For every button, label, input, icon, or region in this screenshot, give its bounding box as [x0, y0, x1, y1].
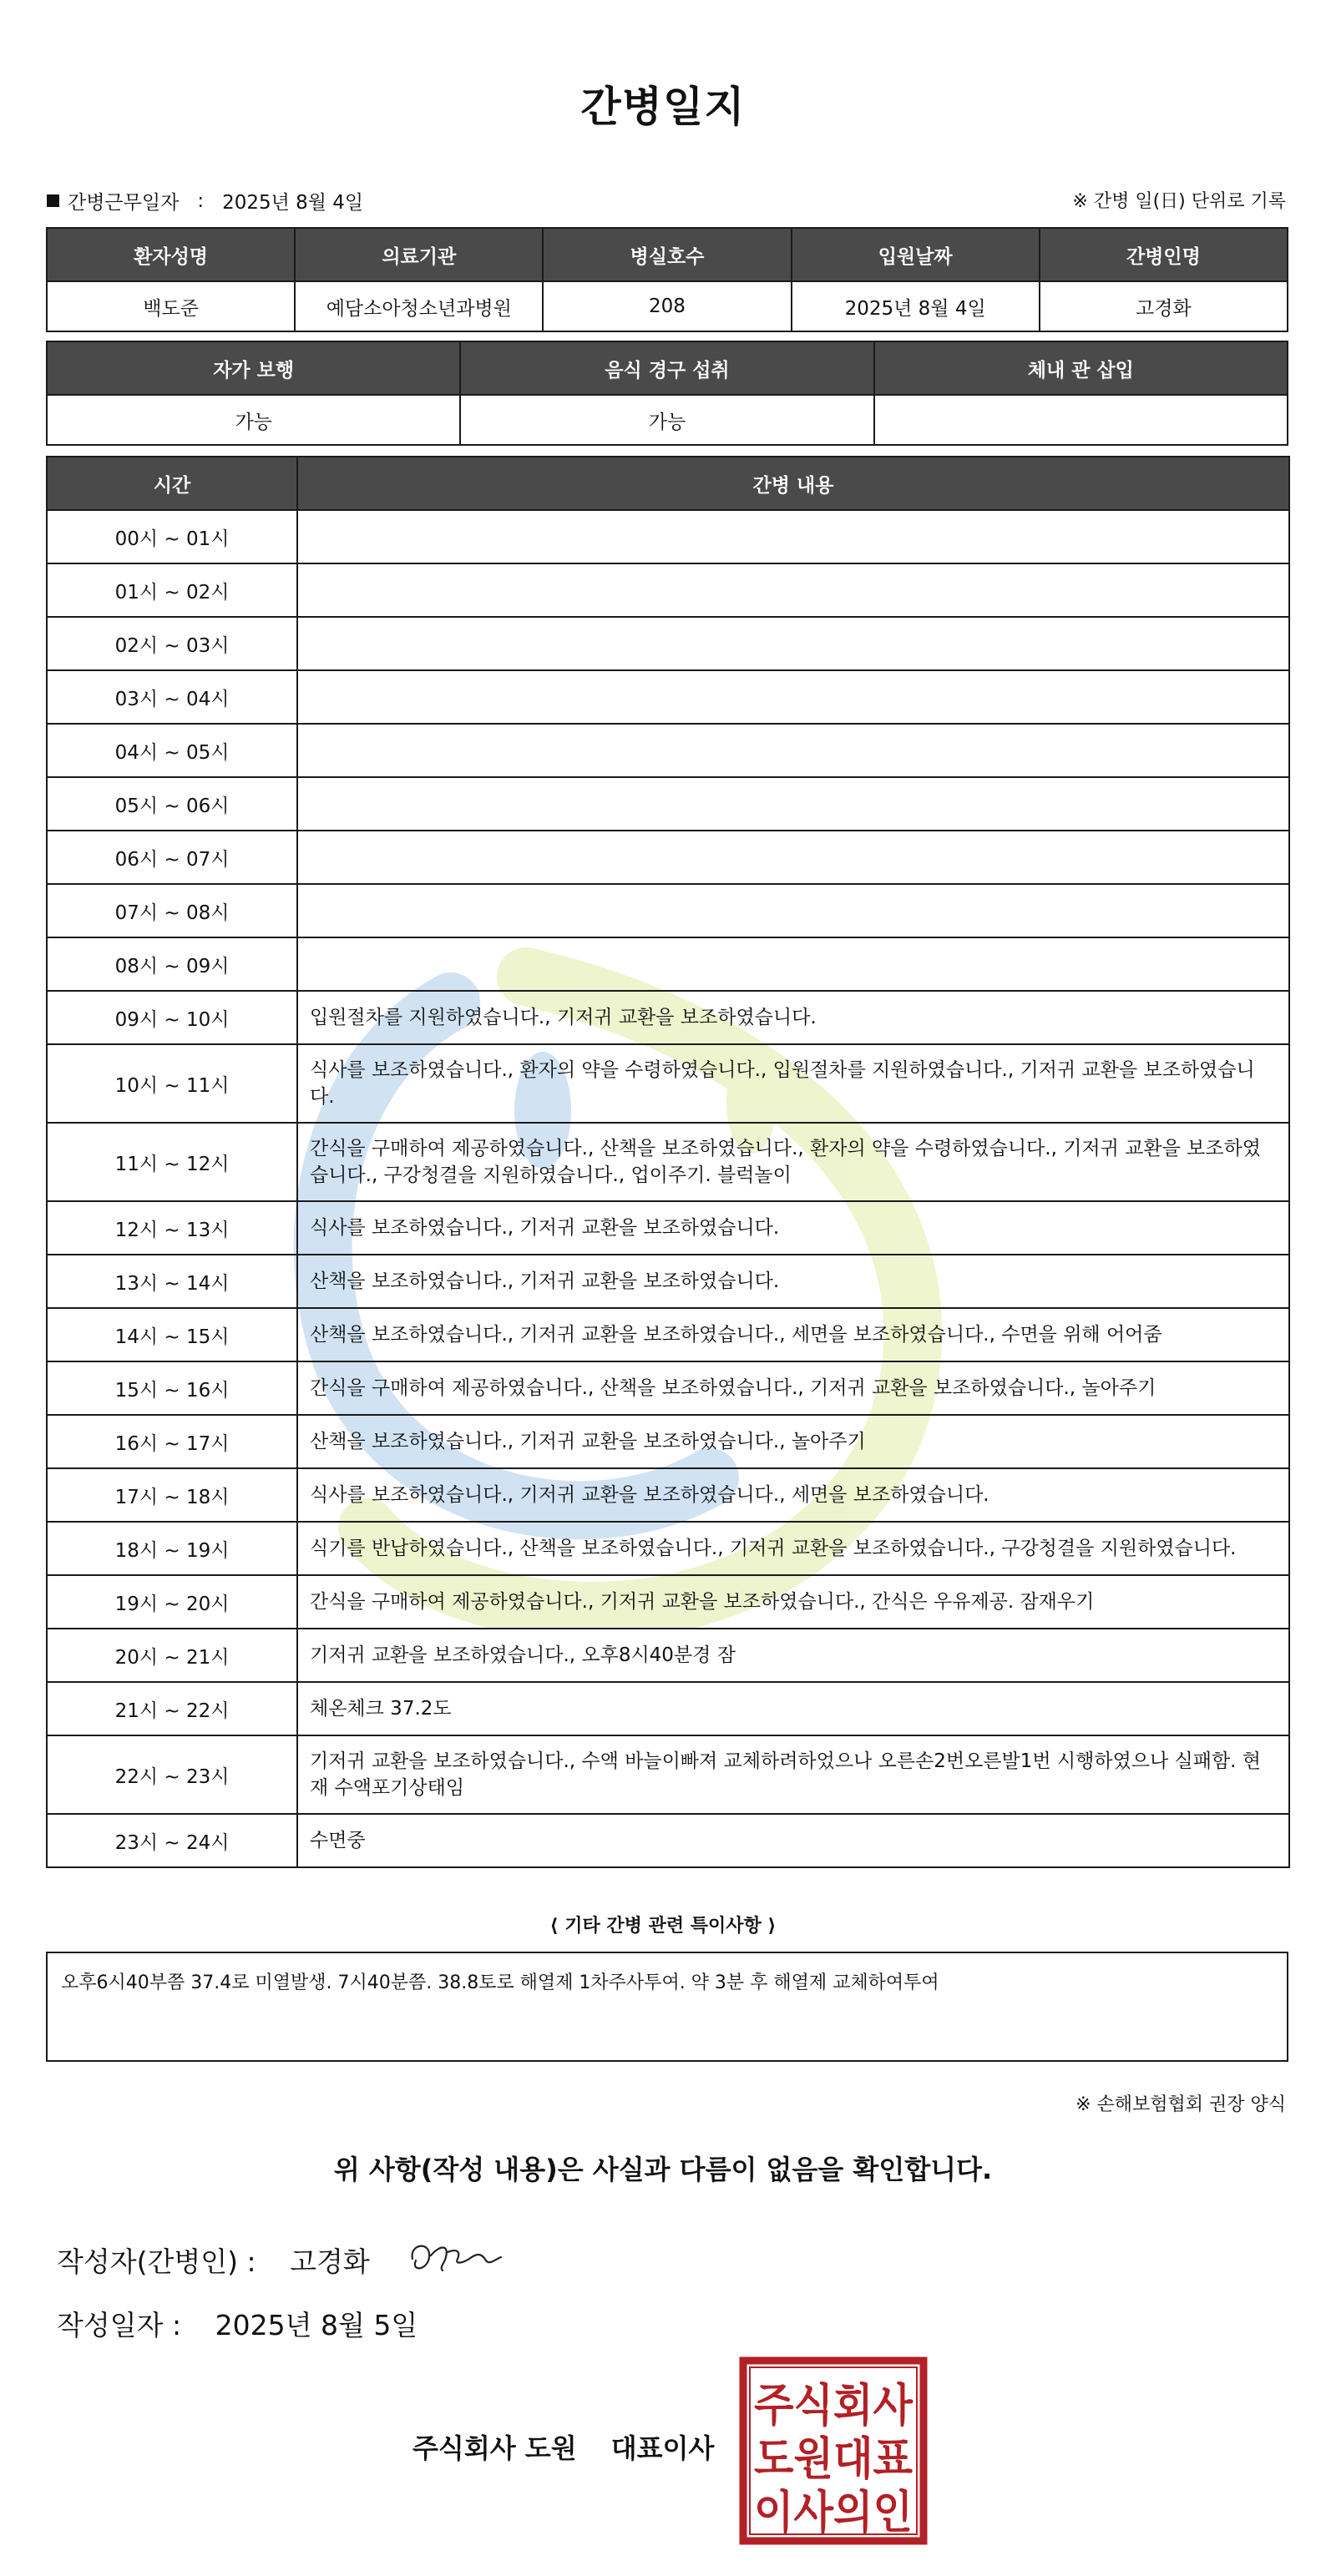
log-row — [47, 724, 1289, 777]
written-date-line — [57, 2304, 418, 2343]
log-time-cell: 09시 ~ 10시 — [47, 991, 297, 1044]
work-date-line — [47, 187, 363, 215]
log-row — [47, 1255, 1289, 1308]
patient-name-value: 백도준 — [47, 281, 295, 331]
confirmation-statement: 위 사항(작성 내용)은 사실과 다름이 없음을 확인합니다. — [333, 2154, 993, 2185]
log-row — [47, 510, 1289, 563]
log-content-cell: 입원절차를 지원하였습니다., 기저귀 교환을 보조하였습니다. — [297, 991, 1289, 1044]
association-note: ※ 손해보험협회 권장 양식 — [1075, 2094, 1286, 2115]
log-content-cell: 식기를 반납하였습니다., 산책을 보조하였습니다., 기저귀 교환을 보조하였습니다., 구강청결을 지원하였습니다. — [297, 1522, 1289, 1575]
log-content-cell: 식사를 보조하였습니다., 환자의 약을 수령하였습니다., 입원절차를 지원하였습니다., 기저귀 교환을 보조하였습니다. — [297, 1044, 1289, 1123]
log-content-cell — [297, 510, 1289, 563]
author-line — [57, 2240, 370, 2280]
oral-intake-value: 가능 — [460, 395, 873, 445]
log-time-cell: 15시 ~ 16시 — [47, 1361, 297, 1415]
tube-insertion-value — [874, 395, 1288, 445]
seal-text-line: 이사의인 — [754, 2486, 913, 2538]
log-time-cell: 18시 ~ 19시 — [47, 1522, 297, 1575]
log-content-cell — [297, 617, 1289, 670]
walking-header: 자가 보행 — [47, 341, 460, 395]
log-row — [47, 1361, 1289, 1415]
log-content-cell: 산책을 보조하였습니다., 기저귀 교환을 보조하였습니다., 세면을 보조하였습니다., 수면을 위해 어어줌 — [297, 1308, 1289, 1361]
ceo-title: 대표이사 — [610, 2432, 715, 2464]
log-row — [47, 1814, 1289, 1867]
walking-value: 가능 — [47, 395, 460, 445]
log-time-cell: 19시 ~ 20시 — [47, 1575, 297, 1629]
notes-content: 오후6시40부쯤 37.4로 미열발생. 7시40분쯤. 38.8토로 해열제 1차주사투여. 약 3분 후 해열제 교체하여투여 — [61, 1972, 939, 1993]
admission-date-header: 입원날짜 — [792, 228, 1040, 281]
log-content-cell: 기저귀 교환을 보조하였습니다., 수액 바늘이빠져 교체하려하었으나 오른손2번오른발1번 시행하였으나 실패함. 현재 수액포기상태임 — [297, 1735, 1289, 1814]
log-row — [47, 670, 1289, 724]
log-time-cell: 11시 ~ 12시 — [47, 1123, 297, 1201]
log-row — [47, 1575, 1289, 1629]
log-row — [47, 1201, 1289, 1255]
log-content-cell — [297, 563, 1289, 617]
log-row — [47, 617, 1289, 670]
bullet-square-icon — [47, 194, 59, 207]
log-time-cell: 07시 ~ 08시 — [47, 884, 297, 937]
log-time-cell: 00시 ~ 01시 — [47, 510, 297, 563]
log-content-cell — [297, 831, 1289, 884]
log-content-cell: 기저귀 교환을 보조하였습니다., 오후8시40분경 잠 — [297, 1629, 1289, 1682]
log-row — [47, 1308, 1289, 1361]
log-time-cell: 23시 ~ 24시 — [47, 1814, 297, 1867]
log-content-cell: 식사를 보조하였습니다., 기저귀 교환을 보조하였습니다. — [297, 1201, 1289, 1255]
log-content-cell: 식사를 보조하였습니다., 기저귀 교환을 보조하였습니다., 세면을 보조하였습니다. — [297, 1468, 1289, 1522]
log-content-cell: 간식을 구매하여 제공하였습니다., 기저귀 교환을 보조하였습니다., 간식은 우유제공. 잠재우기 — [297, 1575, 1289, 1629]
log-time-cell: 21시 ~ 22시 — [47, 1682, 297, 1735]
company-line — [412, 2427, 714, 2466]
log-row — [47, 1123, 1289, 1201]
hospital-value: 예담소아청소년과병원 — [295, 281, 543, 331]
log-time-cell: 16시 ~ 17시 — [47, 1415, 297, 1468]
caregiver-header: 간병인명 — [1040, 228, 1288, 281]
log-content-cell — [297, 724, 1289, 777]
notes-title: ⟨ 기타 간병 관련 특이사항 ⟩ — [549, 1916, 777, 1937]
time-header: 시간 — [47, 457, 297, 510]
log-content-cell — [297, 777, 1289, 831]
hospital-header: 의료기관 — [295, 228, 543, 281]
care-log-table — [46, 456, 1290, 1868]
log-row — [47, 1468, 1289, 1522]
care-content-header: 간병 내용 — [297, 457, 1289, 510]
author-label: 작성자(간병인) : — [57, 2245, 256, 2278]
work-date-value: 2025년 8월 4일 — [222, 192, 364, 214]
log-time-cell: 17시 ~ 18시 — [47, 1468, 297, 1522]
log-time-cell: 14시 ~ 15시 — [47, 1308, 297, 1361]
log-row — [47, 937, 1289, 991]
log-time-cell: 03시 ~ 04시 — [47, 670, 297, 724]
document-title: 간병일지 — [580, 83, 746, 131]
log-time-cell: 01시 ~ 02시 — [47, 563, 297, 617]
admission-date-value: 2025년 8월 4일 — [792, 281, 1040, 331]
log-time-cell: 05시 ~ 06시 — [47, 777, 297, 831]
log-row — [47, 831, 1289, 884]
written-date-label: 작성일자 : — [57, 2309, 182, 2341]
log-time-cell: 10시 ~ 11시 — [47, 1044, 297, 1123]
author-name: 고경화 — [290, 2245, 370, 2278]
handwritten-signature — [406, 2234, 506, 2284]
log-content-cell: 수면중 — [297, 1814, 1289, 1867]
log-row — [47, 991, 1289, 1044]
log-content-cell — [297, 937, 1289, 991]
log-row — [47, 1629, 1289, 1682]
log-time-cell: 13시 ~ 14시 — [47, 1255, 297, 1308]
log-content-cell: 간식을 구매하여 제공하였습니다., 산책을 보조하였습니다., 환자의 약을 수령하였습니다., 기저귀 교환을 보조하였습니다., 구강청결을 지원하였습니다., 업이주기. 블럭놀이 — [297, 1123, 1289, 1201]
company-seal-stamp — [738, 2356, 929, 2546]
log-row — [47, 777, 1289, 831]
log-content-cell: 간식을 구매하여 제공하였습니다., 산책을 보조하였습니다., 기저귀 교환을 보조하였습니다., 놀아주기 — [297, 1361, 1289, 1415]
patient-info-table — [46, 227, 1288, 332]
patient-name-header: 환자성명 — [47, 228, 295, 281]
log-time-cell: 04시 ~ 05시 — [47, 724, 297, 777]
log-content-cell: 산책을 보조하였습니다., 기저귀 교환을 보조하였습니다., 놀아주기 — [297, 1415, 1289, 1468]
caregiver-value: 고경화 — [1040, 281, 1288, 331]
oral-intake-header: 음식 경구 섭취 — [460, 341, 873, 395]
seal-text-line: 도원대표 — [754, 2432, 913, 2485]
work-date-separator: : — [197, 189, 205, 212]
log-row — [47, 1415, 1289, 1468]
log-time-cell: 08시 ~ 09시 — [47, 937, 297, 991]
company-name: 주식회사 도원 — [412, 2432, 577, 2464]
log-time-cell: 12시 ~ 13시 — [47, 1201, 297, 1255]
room-value: 208 — [543, 281, 791, 331]
log-time-cell: 06시 ~ 07시 — [47, 831, 297, 884]
notes-box — [46, 1952, 1288, 2062]
log-row — [47, 1522, 1289, 1575]
log-row — [47, 884, 1289, 937]
room-header: 병실호수 — [543, 228, 791, 281]
log-time-cell: 20시 ~ 21시 — [47, 1629, 297, 1682]
unit-note: ※ 간병 일(日) 단위로 기록 — [1072, 191, 1286, 212]
log-content-cell — [297, 670, 1289, 724]
written-date-value: 2025년 8월 5일 — [215, 2309, 418, 2341]
log-row — [47, 1044, 1289, 1123]
tube-insertion-header: 체내 관 삽입 — [874, 341, 1288, 395]
log-row — [47, 563, 1289, 617]
patient-status-table — [46, 341, 1288, 446]
work-date-label: 간병근무일자 — [68, 192, 180, 214]
log-content-cell — [297, 884, 1289, 937]
log-content-cell: 체온체크 37.2도 — [297, 1682, 1289, 1735]
log-time-cell: 02시 ~ 03시 — [47, 617, 297, 670]
log-row — [47, 1735, 1289, 1814]
log-content-cell: 산책을 보조하였습니다., 기저귀 교환을 보조하였습니다. — [297, 1255, 1289, 1308]
log-row — [47, 1682, 1289, 1735]
log-time-cell: 22시 ~ 23시 — [47, 1735, 297, 1814]
seal-text-line: 주식회사 — [754, 2379, 914, 2432]
